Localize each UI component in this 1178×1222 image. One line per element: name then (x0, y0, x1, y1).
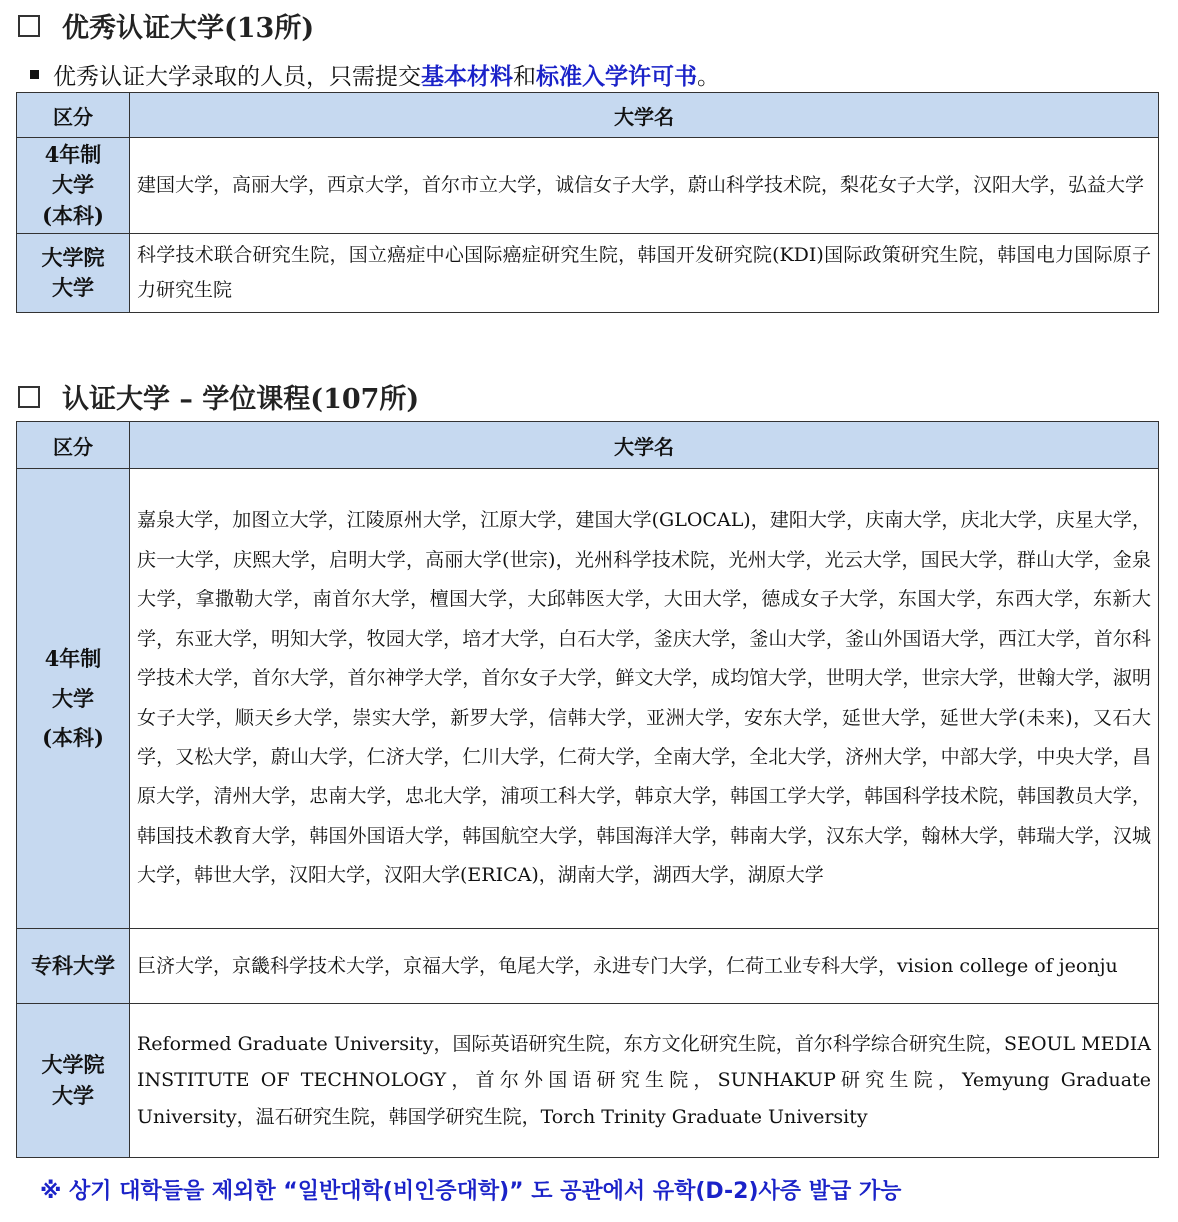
row-category-graduate (17, 234, 130, 313)
row-category-4year (17, 138, 130, 234)
section2-title-text: 认证大学 – 学位课程(107所) (62, 384, 420, 415)
header-category: 区分 (17, 422, 130, 469)
row-university-names: 嘉泉大学，加图立大学，江陵原州大学，江原大学，建国大学(GLOCAL)，建阳大学，庆南大学，庆北大学，庆星大学，庆一大学，庆熙大学，启明大学，高丽大学(世宗)，光州科学技术院，光州大学，光云大学，国民大学，群山大学，金泉大学，拿撒勒大学，南首尔大学，檀国大学，大邱韩医大学，大田大学，德成女子大学，东国大学，东西大学，东新大学，东亚大学，明知大学，牧园大学，培才大学，白石大学，釜庆大学，釜山大学，釜山外国语大学，西江大学，首尔科学技术大学，首尔大学，首尔神学大学，首尔女子大学，鲜文大学，成均馆大学，世明大学，世宗大学，世翰大学，淑明女子大学，顺天乡大学，崇实大学，新罗大学，信韩大学，亚洲大学，安东大学，延世大学，延世大学(未来)，又石大学，又松大学，蔚山大学，仁济大学，仁川大学，仁荷大学，全南大学，全北大学，济州大学，中部大学，中央大学，昌原大学，清州大学，忠南大学，忠北大学，浦项工科大学，韩京大学，韩国工学大学，韩国科学技术院，韩国教员大学，韩国技术教育大学，韩国外国语大学，韩国航空大学，韩国海洋大学，韩南大学，汉东大学，翰林大学，韩瑞大学，汉城大学，韩世大学，汉阳大学，汉阳大学(ERICA)，湖南大学，湖西大学，湖原大学 (130, 469, 1159, 929)
footer-note: ※ 상기 대학들을 제외한 “일반대학(비인증대학)” 도 공관에서 유학(D-2)사증 발급 가능 (40, 1179, 902, 1204)
checkbox-icon (18, 15, 40, 37)
category-line: (本科) (42, 725, 104, 751)
header-university-name: 大学名 (130, 93, 1159, 138)
category-line: 大学 (52, 275, 94, 301)
category-line: 大学 (52, 172, 94, 198)
excellent-university-table (16, 92, 1159, 313)
note-prefix: 优秀认证大学录取的人员，只需提交 (53, 64, 421, 90)
note-mid: 和 (513, 64, 536, 90)
row-category-college (17, 929, 130, 1004)
note-highlight-basic-materials: 基本材料 (421, 63, 513, 90)
row-university-names: 科学技术联合研究生院，国立癌症中心国际癌症研究生院，韩国开发研究院(KDI)国际政策研究生院，韩国电力国际原子力研究生院 (130, 234, 1159, 313)
category-line: 大学 (52, 685, 94, 711)
table-row (17, 929, 1159, 1004)
row-category-4year (17, 469, 130, 929)
table-header-row (17, 422, 1159, 469)
category-line: 4年制 (44, 142, 102, 167)
table-row (17, 234, 1159, 313)
table-row (17, 138, 1159, 234)
section1-note (30, 58, 720, 91)
category-line: 大学院 (41, 244, 105, 270)
category-line: 大学 (52, 1082, 94, 1108)
header-university-name: 大学名 (130, 422, 1159, 469)
category-line: 4年制 (44, 645, 102, 671)
checkbox-icon (18, 386, 40, 408)
category-line: 专科大学 (31, 952, 115, 978)
section1-title (18, 6, 314, 45)
row-university-names: Reformed Graduate University，国际英语研究生院，东方文化研究生院，首尔科学综合研究生院，SEOUL MEDIA INSTITUTE OF TECHNOLOGY，首尔外国语研究生院，SUNHAKUP研究生院，Yemyung Graduate University，温石研究生院，韩国学研究生院，Torch Trinity Graduate University (130, 1004, 1159, 1158)
row-university-names: 建国大学，高丽大学，西京大学，首尔市立大学，诚信女子大学，蔚山科学技术院，梨花女子大学，汉阳大学，弘益大学 (130, 138, 1159, 234)
row-category-graduate (17, 1004, 130, 1158)
table-row (17, 1004, 1159, 1158)
certified-university-table (16, 421, 1159, 1158)
table-header-row (17, 93, 1159, 138)
header-category: 区分 (17, 93, 130, 138)
bullet-icon (30, 70, 39, 79)
category-line: 大学院 (41, 1052, 105, 1078)
row-university-names: 巨济大学，京畿科学技术大学，京福大学，龟尾大学，永进专门大学，仁荷工业专科大学，vision college of jeonju (130, 929, 1159, 1004)
section1-title-text: 优秀认证大学(13所) (62, 13, 315, 44)
note-highlight-admission-letter: 标准入学许可书 (536, 63, 697, 90)
category-line: (本科) (42, 202, 104, 228)
note-suffix: 。 (697, 64, 720, 90)
section2-title (18, 377, 419, 416)
table-row (17, 469, 1159, 929)
